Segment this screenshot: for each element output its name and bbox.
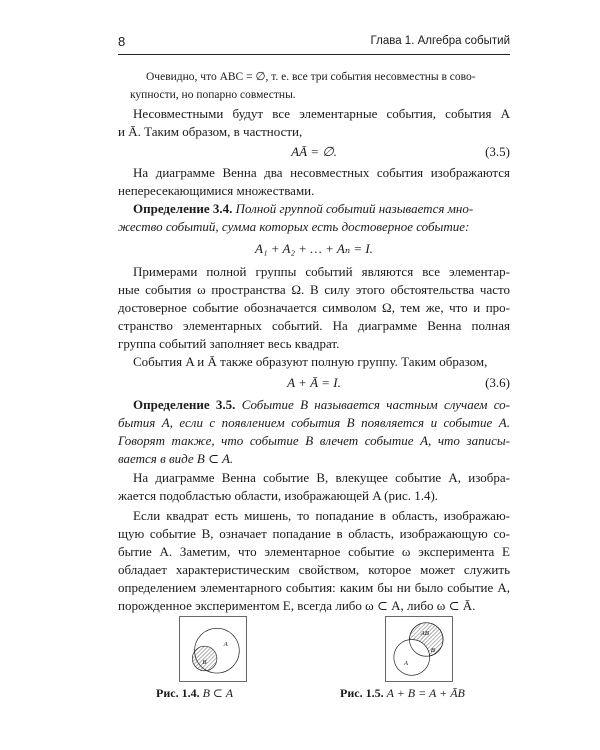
paragraph-line: Если квадрат есть мишень, то попадание в область, изображаю-	[133, 508, 510, 523]
paragraph-line: На диаграмме Венна два несовместных события изображаются	[133, 165, 510, 180]
definition-text: Событие B называется частным случаем со-	[241, 397, 511, 412]
paragraph-line: бытие A. Заметим, что элементарное событие ω эксперимента E	[118, 544, 510, 559]
caption-text: B ⊂ A	[202, 686, 234, 700]
paragraph-line: определением элементарного события: каким бы ни было событие A,	[118, 580, 510, 595]
paragraph-line: События A и Ā также образуют полную группу. Таким образом,	[133, 354, 488, 369]
definition-3-4-line-2: жество событий, сумма которых есть достоверное событие:	[118, 219, 470, 234]
figure-1-4-caption	[156, 686, 233, 701]
running-header	[118, 34, 510, 55]
paragraph-line: странство элементарных событий. На диаграмме Венна полная	[118, 318, 510, 333]
equation-full-group: A₁ + A₂ + … + Aₙ = I.	[255, 241, 373, 256]
paragraph-line: ные события ω пространства Ω. В силу этого обстоятельства часто	[118, 282, 510, 297]
label-a: A	[223, 641, 228, 649]
caption-label: Рис. 1.5.	[340, 686, 384, 700]
paragraph-line: Примерами полной группы событий являются все элементар-	[133, 264, 510, 279]
paragraph-line: жается подобластью области, изображающей A (рис. 1.4).	[118, 488, 439, 503]
equation-number: (3.6)	[485, 375, 510, 390]
label-a: A	[403, 660, 409, 668]
definition-3-5-line-2: бытия A, если с появлением события B появляется и событие A.	[118, 415, 510, 430]
label-ab: AB	[420, 630, 429, 638]
paragraph-line: группа событий заполняет весь квадрат.	[118, 336, 340, 351]
equation-3-6	[118, 374, 510, 392]
universe-square	[179, 617, 246, 682]
equation-number: (3.5)	[485, 144, 510, 159]
paragraph-line: На диаграмме Венна событие B, влекущее событие A, изобра-	[133, 470, 510, 485]
paragraph-line: порожденное экспериментом E, всегда либо ω ⊂ A, либо ω ⊂ Ā.	[118, 598, 476, 613]
definition-text: Полной группой событий называется мно-	[235, 201, 474, 216]
set-a-circle	[394, 639, 430, 675]
venn-union-diagram	[358, 616, 480, 682]
paragraph-line: и Ā. Таким образом, в частности,	[118, 124, 303, 139]
figure-1-5-caption	[340, 686, 465, 701]
definition-label: Определение 3.5.	[133, 397, 236, 412]
paragraph-line: обладает характеристическим свойством, которое может служить	[118, 562, 510, 577]
figure-1-5-venn	[358, 616, 480, 734]
definition-3-5-line-4: вается в виде B ⊂ A.	[118, 451, 234, 466]
figure-1-4-venn	[152, 616, 274, 734]
equation-3-5	[118, 143, 510, 161]
caption-label: Рис. 1.4.	[156, 686, 200, 700]
paragraph-line: достоверное событие обозначается символом Ω, тем же, что и про-	[118, 300, 510, 315]
definition-3-4-line-1	[133, 200, 510, 218]
page-number: 8	[118, 34, 126, 49]
intro-line-2: купности, но попарно совместны.	[130, 89, 296, 101]
paragraph-line: Несовместными будут все элементарные события, события A	[133, 106, 510, 121]
set-b-circle	[192, 646, 217, 671]
label-b: B	[202, 659, 207, 667]
definition-3-5-line-1	[133, 396, 510, 414]
chapter-title: Глава 1. Алгебра событий	[370, 35, 510, 47]
definition-label: Определение 3.4.	[133, 201, 233, 216]
definition-3-5-line-3: Говорят также, что событие B влечет событие A, что записы-	[118, 433, 510, 448]
label-b: B	[430, 646, 435, 654]
paragraph-line: щую событие B, означает попадание в область, изображающую со-	[118, 526, 510, 541]
equation-text: A + Ā = I.	[287, 375, 341, 390]
caption-text: A + B = A + ĀB	[386, 686, 465, 700]
venn-subset-diagram	[152, 616, 274, 682]
paragraph-line: непересекающимися множествами.	[118, 183, 315, 198]
intro-line-1: Очевидно, что ABC = ∅, т. е. все три события несовместны в сово-	[146, 71, 476, 83]
equation-text: AĀ = ∅.	[291, 144, 337, 159]
